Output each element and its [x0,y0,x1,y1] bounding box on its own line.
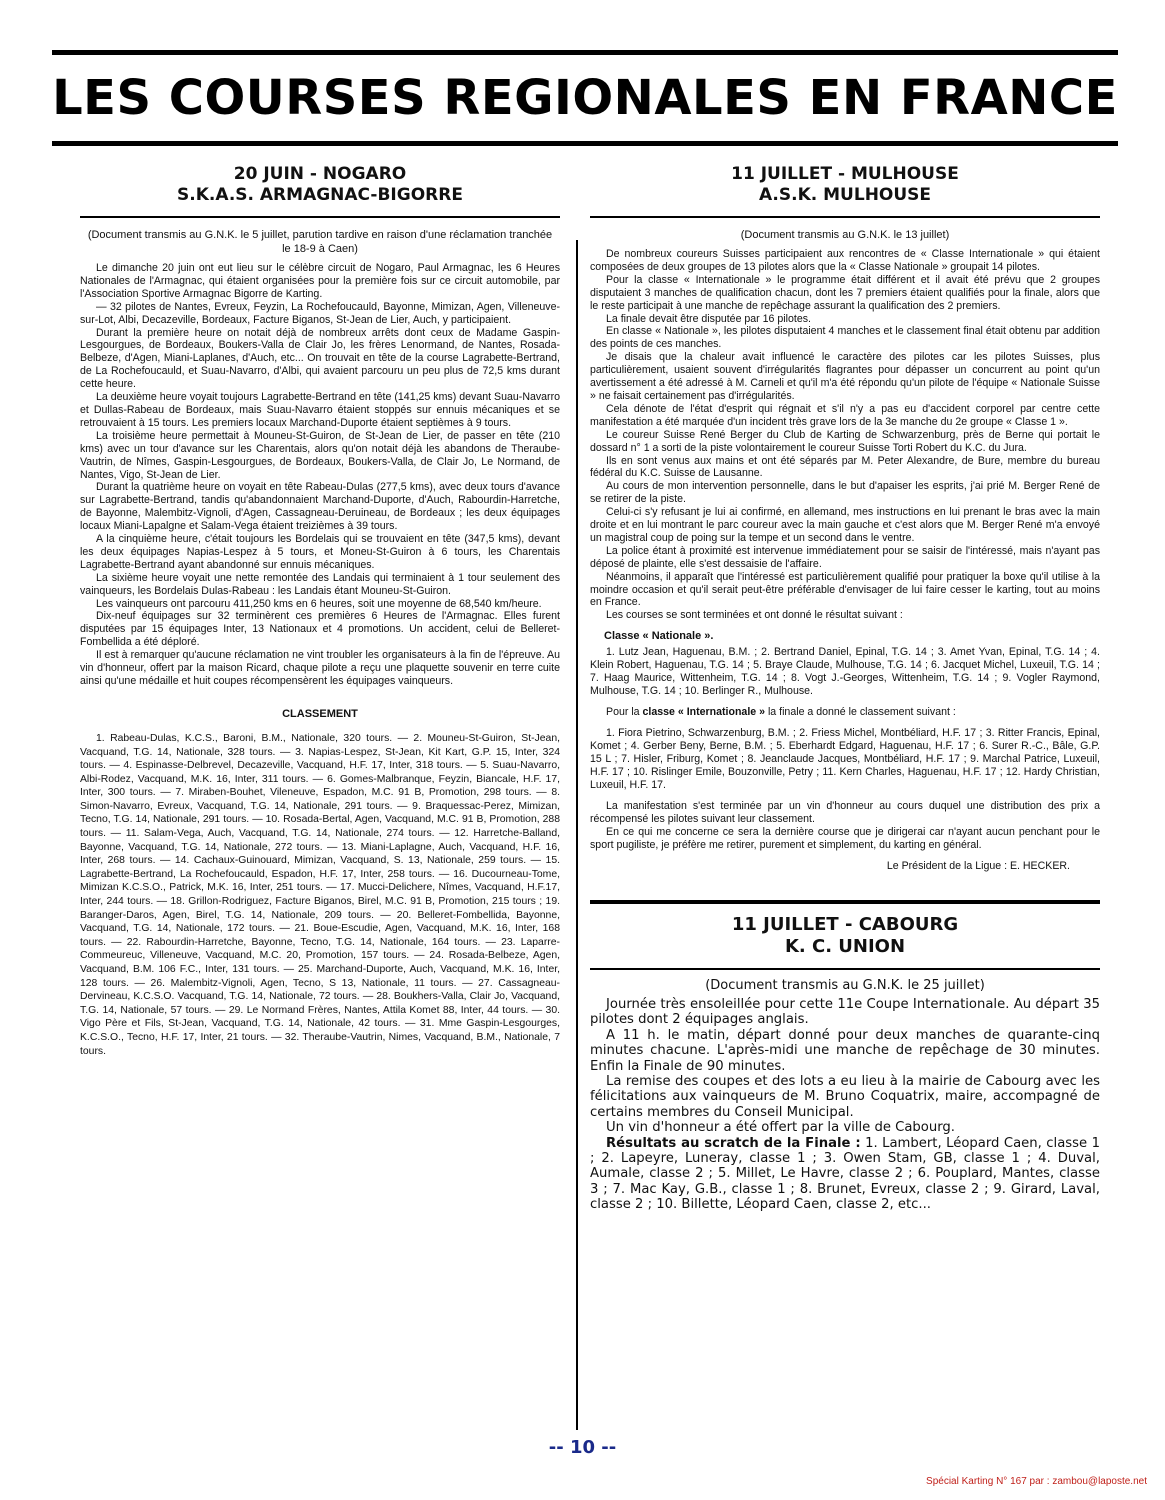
nationale-results: 1. Lutz Jean, Haguenau, B.M. ; 2. Bertrand Daniel, Epinal, T.G. 14 ; 3. Amet Yvan, Epinal, T.G. 14 ; 4. Klein Robert, Haguenau, T.G. 14 ; 5. Braye Claude, Mulhouse, T.G. 14 ; 6. Jacquet Michel, Luxeuil, T.G. 14 ; 7. Haag Maurice, Wittenheim, T.G. 14 ; 8. Vogt J.-Georges, Wittenheim, T.G. 14 ; 9. Vogler Raymond, Mulhouse, T.G. 14 ; 10. Berlinger R., Mulhouse. [590,646,1100,698]
results-paragraph [590,1136,1100,1213]
right-column [590,160,1100,1213]
paragraph: Durant la quatrième heure on voyait en tête Rabeau-Dulas (277,5 kms), avec deux tours d'avance sur Lagrabette-Bertrand, tandis qu'abandonnaient Marchand-Duporte, d'Auch, Rabourdin-Harretche, de Bayonne, Malembitz-Vignoli, d'Agen, Cassagneau-Deruineau, de Bordeaux ; les deux équipages locaux Miani-Lapalgne et Salam-Vega étaient treizièmes à 39 tours. [80,481,560,533]
inter-intro [590,706,1100,719]
paragraph: Au cours de mon intervention personnelle, dans le but d'apaiser les esprits, j'ai prié M. Berger René de se retirer de la piste. [590,480,1100,506]
classement-title: CLASSEMENT [282,707,358,720]
paragraph: Les vainqueurs ont parcouru 411,250 kms en 6 heures, soit une moyenne de 68,540 km/heure. [96,597,542,610]
inter-intro-bold: classe « Internationale » [642,706,765,719]
paragraph: Ils en sont venus aux mains et ont été séparés par M. Peter Alexandre, de Bure, membre du bureau fédéral du K.C. Suisse de Lausanne. [590,454,1100,480]
paragraph: En ce qui me concerne ce sera la dernière course que je dirigerai car n'ayant aucun penchant pour le sport pugiliste, je préfère me retirer, purement et simplement, du karting en général. [590,826,1100,851]
page-title: LES COURSES REGIONALES EN FRANCE [52,50,1118,146]
article-cabourg [590,900,1100,1213]
paragraph: La troisième heure permettait à Mouneu-St-Guiron, de St-Jean de Lier, de passer en tête (210 kms) avec un tour d'avance sur les Charentais, alors qu'on notait déjà les abandons de Theraube-Vautrin, de Nîmes, Gaspin-Lesgourgues, de Bordeaux, Boukers-Valla, de Clair Jo, Le Normand, de Nantes, Vigo, St-Jean de Lier. [80,429,560,481]
article-nogaro-title-line2: S.K.A.S. ARMAGNAC-BIGORRE [177,185,463,205]
article-cabourg-title-line1: 11 JUILLET - CABOURG [731,913,959,935]
article-mulhouse-closing [590,800,1100,852]
paragraph: — 32 pilotes de Nantes, Evreux, Feyzin, La Rochefoucauld, Bayonne, Mimizan, Agen, Villeneuve-sur-Lot, Albi, Decazeville, Bordeaux, Facture Biganos, St-Jean de Lier, Auch, y participaient. [80,300,560,326]
article-nogaro [80,160,560,1058]
paragraph: Durant la première heure on notait déjà de nombreux arrêts dont ceux de Madame Gaspin-Lesgourgues, de Bordeaux, Boukers-Valla de Clair Jo, les frères Lenormand, de Nantes, Rosada-Belbeze, d'Agen, Miani-Laplanes, d'Auch, etc... On trouvait en tête de la course Lagrabette-Bertrand, de La Rochefoucauld, et Suau-Navarro, d'Albi, qui avaient parcouru un peu plus de 72,5 kms durant cette heure. [80,326,560,391]
nationale-heading: Classe « Nationale ». [604,630,714,643]
inter-intro-pre: Pour la [606,706,643,719]
paragraph: En classe « Nationale », les pilotes disputaient 4 manches et le classement final était obtenu par addition des points de ces manches. [590,325,1100,351]
article-cabourg-note: (Document transmis au G.N.K. le 25 juillet) [705,977,985,993]
results-list: 1. Lambert, Léopard Caen, classe 1 ; 2. Lapeyre, Luneray, classe 1 ; 3. Owen Stam, GB, classe 1 ; 4. Duval, Aumale, classe 2 ; 5. Millet, Le Havre, classe 2 ; 6. Pouplard, Mantes, classe 3 ; 7. Mac Kay, G.B., classe 1 ; 8. Brunet, Evreux, classe 2 ; 9. Girard, Laval, classe 2 ; 10. Billette, Léopard Caen, classe 2, etc... [590,1135,1101,1213]
article-mulhouse-heading [590,160,1100,218]
article-mulhouse-note: (Document transmis au G.N.K. le 13 juillet) [740,229,950,241]
paragraph: Le coureur Suisse René Berger du Club de Karting de Schwarzenburg, près de Berne qui portait le dossard n° 1 a sorti de la piste volontairement le coureur Suisse Torti Robert du K.C. du Jura. [590,428,1100,454]
paragraph: A 11 h. le matin, départ donné pour deux manches de quarante-cinq minutes chacune. L'après-midi une manche de repêchage de 30 minutes. Enfin la Finale de 90 minutes. [590,1027,1100,1074]
signature: Le Président de la Ligue : E. HECKER. [886,859,1070,872]
paragraph: Je disais que la chaleur avait influencé le caractère des pilotes car les pilotes Suisses, plus particulièrement, usaient souvent d'irrégularités flagrantes pour dépasser un concurrent au point qu'un avertissement a été adressé à M. Carneli et qu'il m'a été répondu qu'un pilote de l'équipe « Nationale Suisse » ne faisait certainement pas d'irrégularités. [590,351,1100,402]
classement-list: 1. Rabeau-Dulas, K.C.S., Baroni, B.M., Nationale, 320 tours. — 2. Mouneu-St-Guiron, St-Jean, Vacquand, T.G. 14, Nationale, 328 tours. — 3. Napias-Lespez, St-Jean, Kit Kart, G.P. 15, Inter, 324 tours. — 4. Espinasse-Delbrevel, Decazeville, Vacquand, H.F. 17, Inter, 318 tours. — 5. Suau-Navarro, Albi-Rodez, Vacquand, M.K. 16, Inter, 311 tours. — 6. Gomes-Malbranque, Feyzin, Biancale, H.F. 17, Inter, 300 tours. — 7. Miraben-Bouhet, Vileneuve, Espadon, M.C. 91 B, Promotion, 298 tours. — 8. Simon-Navarro, Evreux, Vacquand, T.G. 14, Nationale, 291 tours. — 9. Braquessac-Perez, Mimizan, Tecno, T.G. 14, Nationale, 291 tours. — 10. Rosada-Bertal, Agen, Vacquand, M.C. 91 B, Promotion, 288 tours. — 11. Salam-Vega, Auch, Vacquand, T.G. 14, Nationale, 274 tours. — 12. Harretche-Balland, Bayonne, Vacquand, T.G. 14, Nationale, 272 tours. — 13. Miani-Laplagne, Auch, Vacquand, H.F. 16, Inter, 268 tours. — 14. Cachaux-Guinouard, Mimizan, Vacquand, S. 13, Nationale, 259 tours. — 15. Lagrabette-Bertrand, La Rochefoucauld, Espadon, H.F. 17, Inter, 258 tours. — 16. Ducourneau-Tome, Mimizan K.C.S.O., Patrick, M.K. 16, Inter, 251 tours. — 17. Mucci-Delichere, Nîmes, Vacquand, H.F.17, Inter, 244 tours. — 18. Grillon-Rodriguez, Facture Biganos, Birel, M.C. 91 B, Promotion, 215 tours ; 19. Baranger-Daros, Agen, Birel, T.G. 14, Nationale, 209 tours. — 20. Belleret-Fombellida, Bayonne, Vacquand, T.G. 14, Nationale, 172 tours. — 21. Boue-Escudie, Agen, Vacquand, M.K. 16, Inter, 168 tours. — 22. Rabourdin-Harretche, Bayonne, Tecno, T.G. 14, Nationale, 164 tours. — 23. Laparre-Commeureuc, Villeneuve, Vacquand, M.C. 20, Promotion, 157 tours. — 24. Rosada-Belbeze, Agen, Vacquand, B.M. 106 F.C., Inter, 131 tours. — 25. Marchand-Duporte, Auch, Vacquand, M.K. 16, Inter, 128 tours. — 26. Malembitz-Vignoli, Agen, Tecno, S 13, Nationale, 11 tours. — 27. Cassagneau-Dervineau, K.C.S.O. Vacquand, T.G. 14, Nationale, 72 tours. — 28. Boukhers-Valla, Clair Jo, Vacquand, T.G. 14, Nationale, 57 tours. — 29. Le Normand Frères, Nantes, Attila Komet 88, Inter, 44 tours. — 30. Vigo Père et Fils, St-Jean, Vacquand, T.G. 14, Nationale, 42 tours. — 31. Mme Gaspin-Lesgourges, K.C.S.O., Tecno, H.F. 17, Inter, 21 tours. — 32. Theraube-Vautrin, Nimes, Vacquand, B.M., Nationale, 7 tours. [80,732,560,1057]
article-cabourg-body [590,997,1100,1213]
article-nogaro-body [80,262,560,688]
article-mulhouse-title-line1: 11 JUILLET - MULHOUSE [731,164,959,184]
paragraph: Journée très ensoleillée pour cette 11e Coupe Internationale. Au départ 35 pilotes dont 2 équipages anglais. [590,996,1100,1028]
results-heading: Résultats au scratch de la Finale : [606,1135,861,1151]
paragraph: Dix-neuf équipages sur 32 terminèrent ces premières 6 Heures de l'Armagnac. Elles furent disputées par 15 équipages Inter, 13 Nationaux et 4 promotions. Un accident, celui de Belleret-Fombellida a été déploré. [80,610,560,649]
footer-credit: Spécial Karting N° 167 par : zambou@laposte.net [926,1476,1147,1487]
paragraph: Les courses se sont terminées et ont donné le résultat suivant : [606,609,903,622]
paragraph: Pour la classe « Internationale » le programme était différent et il avait été prévu que 2 groupes disputaient 3 manches de qualification chacun, dont les 7 premiers étaient qualifiés pour la finale, alors que le reste participait à une manche de repêchage assurant la qualification des 2 premiers. [590,273,1100,312]
column-divider [576,240,578,1430]
page-number: -- 10 -- [548,1437,617,1458]
article-mulhouse-body [590,248,1100,622]
inter-intro-post: la finale a donné le classement suivant : [765,706,956,719]
paragraph: La sixième heure voyait une nette remontée des Landais qui terminaient à 1 tour seulement des vainqueurs, les Bordelais Dulas-Rabeau : les Landais étant Mouneu-St-Guiron. [80,571,560,597]
article-nogaro-title-line1: 20 JUIN - NOGARO [233,164,407,184]
article-cabourg-heading [590,904,1100,970]
paragraph: La police étant à proximité est intervenue immédiatement pour se saisir de l'intéressé, mais n'ayant pas déposé de plainte, elle s'est dessaisie de l'affaire. [590,544,1100,570]
article-mulhouse [590,160,1100,872]
paragraph: La remise des coupes et des lots a eu lieu à la mairie de Cabourg avec les félicitations aux vainqueurs de M. Bruno Coquatrix, maire, accompagné de certains membres du Conseil Municipal. [590,1073,1100,1120]
paragraph: Un vin d'honneur a été offert par la ville de Cabourg. [606,1120,955,1136]
article-nogaro-heading [80,160,560,218]
paragraph: Il est à remarquer qu'aucune réclamation ne vint troubler les organisateurs à la fin de l'épreuve. Au vin d'honneur, offert par la maison Ricard, chaque pilote a reçu une plaquette souvenir en terre cuite ainsi qu'une médaille et huit coupes récompensèrent les équipages vainqueurs. [80,649,560,687]
paragraph: Le dimanche 20 juin ont eut lieu sur le célèbre circuit de Nogaro, Paul Armagnac, les 6 Heures Nationales de l'Armagnac, qui étaient organisées pour la première fois sur ce circuit automobile, par l'Association Sportive Armagnac Bigorre de Karting. [80,262,560,300]
article-nogaro-note: (Document transmis au G.N.K. le 5 juillet, parution tardive en raison d'une réclamation tranchée le 18-9 à Caen) [87,229,553,255]
paragraph: Néanmoins, il apparaît que l'intéressé est particulièrement qualifié pour pratiquer la boxe qu'il utilise à la moindre occasion et qu'il serait peut-être préférable d'envisager de lui faire cesser le karting, tout au moins en France. [590,570,1100,609]
paragraph: Celui-ci s'y refusant je lui ai confirmé, en allemand, mes instructions en lui prenant le bras avec la main droite et en lui montrant le parc coureur avec la main gauche et c'est alors que M. Berger René m'a envoyé un magistral coup de poing sur la tempe et un second dans le ventre. [590,506,1100,544]
paragraph: A la cinquième heure, c'était toujours les Bordelais qui se trouvaient en tête (347,5 kms), devant les deux équipages Napias-Lespez à 5 tours, et Moneu-St-Guiron à 6 tours, les Charentais Lagrabette-Bertrand ayant abandonné sur ennuis mécaniques. [80,533,560,571]
paragraph: La deuxième heure voyait toujours Lagrabette-Bertrand en tête (141,25 kms) devant Suau-Navarro et Dullas-Rabeau de Bordeaux, mais Suau-Navarro étaient stoppés sur ennuis mécaniques et se retrouvaient à 15 tours. Les premiers locaux Marchand-Duporte étaient septièmes à 9 tours. [80,391,560,429]
paragraph: La manifestation s'est terminée par un vin d'honneur au cours duquel une distribution des prix a récompensé les pilotes suivant leur classement. [590,800,1100,826]
paragraph: La finale devait être disputée par 16 pilotes. [606,312,811,325]
inter-results: 1. Fiora Pietrino, Schwarzenburg, B.M. ; 2. Friess Michel, Montbéliard, H.F. 17 ; 3. Ritter Francis, Epinal, Komet ; 4. Gerber Beny, Berne, B.M. ; 5. Eberhardt Edgard, Haguenau, H.F. 17 ; 6. Surer R.-C., Bâle, G.P. 15 L ; 7. Hisler, Friburg, Komet ; 8. Jeanclaude Jacques, Montbéliard, H.F. 17 ; 9. Marchal Patrice, Luxeuil, H.F. 17 ; 10. Rislinger Emile, Bouzonville, Petry ; 11. Kern Charles, Haguenau, H.F. 17 ; 12. Hardy Christian, Luxeuil, H.F. 17. [590,727,1100,792]
paragraph: De nombreux coureurs Suisses participaient aux rencontres de « Classe Internationale » qui étaient composées de deux groupes de 13 pilotes alors que la « Classe Nationale » groupait 14 pilotes. [590,248,1100,273]
paragraph: Cela dénote de l'état d'esprit qui régnait et s'il n'y a pas eu d'accident corporel par centre cette manifestation a été marquée d'un incident très grave lors de la 3e manche du 2e groupe « Classe 1 ». [590,402,1100,428]
article-mulhouse-title-line2: A.S.K. MULHOUSE [758,185,932,205]
article-cabourg-title-line2: K. C. UNION [784,935,906,957]
